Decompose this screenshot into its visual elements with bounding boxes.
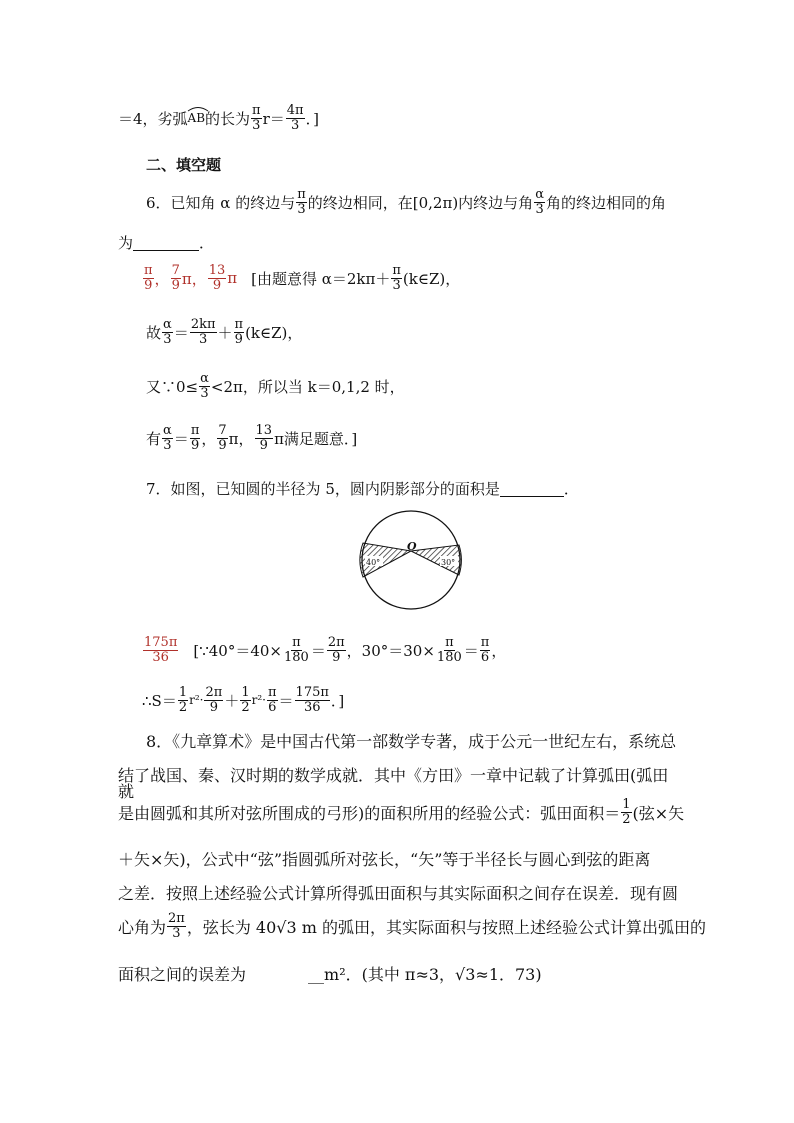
answer-6-line4: 有 $\frac{\alpha}{3}$ ＝ $\frac{\pi}{9}$ ， $\frac{7}{9}$ π， $\frac{13}{9}$ π满足题意．] [146, 423, 358, 453]
center-label: O [407, 540, 417, 553]
fraction: $\frac{175\pi}{36}$ [295, 685, 329, 715]
fraction: $\frac{\pi}{3}$ [252, 103, 261, 133]
arc-ab-label: AB [188, 111, 205, 125]
fraction: $\frac{\pi}{6}$ [480, 635, 490, 665]
circle-figure [356, 505, 466, 615]
question-6-line1: 6．已知角 α 的终边与 $\frac{\pi}{3}$ 的终边相同，在[0,2π)内终边与角 $\frac{\alpha}{3}$ 角的终边相同的角 [146, 187, 666, 217]
fraction: $\frac{7}{9}$ [171, 263, 180, 293]
fraction: $\frac{2\pi}{9}$ [205, 685, 223, 715]
fraction: $\frac{13}{9}$ [255, 423, 273, 453]
fraction: $\frac{\pi}{180}$ [436, 635, 462, 665]
fraction: $\frac{1}{2}$ [622, 797, 631, 827]
section-heading: 二、填空题 [146, 156, 222, 174]
fraction: $\frac{\pi}{9}$ [190, 423, 200, 453]
answer-blank[interactable] [500, 480, 564, 497]
answer-blank[interactable] [133, 234, 199, 251]
fraction: $\frac{\pi}{9}$ [234, 317, 244, 347]
fraction: $\frac{4\pi}{3}$ [286, 103, 304, 133]
question-8-line5: 之差．按照上述经验公式计算所得弧田面积与其实际面积之间存在误差．现有圆 [118, 884, 679, 903]
question-8-line2: 结了战国、秦、汉时期的数学成就．其中《方田》一章中记载了计算弧田(弧田就 [118, 766, 669, 801]
answer-6-line1: $\frac{\pi}{9}$ ， $\frac{7}{9}$ π， $\frac{13}{9}$ π [由题意得 α＝2kπ＋ $\frac{\pi}{3}$ (k∈Z)， [144, 263, 461, 293]
fraction: $\frac{13}{9}$ [208, 263, 226, 293]
fraction: $\frac{2\pi}{9}$ [327, 635, 345, 665]
fraction: $\frac{\pi}{6}$ [267, 685, 277, 715]
answer5-tail: ＝4，劣弧 AB 的长为 $\frac{\pi}{3}$ r＝ $\frac{4\pi}{3}$ ．] [118, 103, 319, 133]
question-8-line7: 面积之间的误差为 __m²．(其中 π≈3，√3≈1．73) [118, 965, 542, 984]
question-6-line2: 为 ． [118, 234, 215, 252]
fraction: $\frac{\pi}{9}$ [144, 263, 153, 293]
question-8-line3: 是由圆弧和其所对弦所围成的弓形)的面积所用的经验公式：弧田面积＝ $\frac{1}{2}$ (弦×矢 [118, 797, 685, 827]
question-8-line1: 8．《九章算术》是中国古代第一部数学专著，成于公元一世纪左右，系统总 [146, 732, 677, 751]
fraction: $\frac{1}{2}$ [178, 685, 188, 715]
left-angle-label: 40° [366, 558, 381, 567]
fraction: $\frac{\pi}{3}$ [297, 187, 306, 217]
fraction: $\frac{\pi}{180}$ [284, 635, 309, 665]
question-8-line6: 心角为 $\frac{2\pi}{3}$ ，弦长为 40√3 m 的弧田，其实际面积与按照上述经验公式计算出弧田的 [118, 911, 707, 941]
answer-7-line2: ∴S＝ $\frac{1}{2}$ r²· $\frac{2\pi}{9}$ ＋ $\frac{1}{2}$ r²· $\frac{\pi}{6}$ ＝ $\frac{175\pi}{36}$ ．] [142, 685, 345, 715]
fraction: $\frac{\alpha}{3}$ [163, 317, 172, 347]
fraction: $\frac{2\pi}{3}$ [168, 911, 185, 941]
fraction: $\frac{175\pi}{36}$ [144, 635, 178, 665]
answer-7-line1: $\frac{175\pi}{36}$ [∵40°＝40× $\frac{\pi}{180}$ ＝ $\frac{2\pi}{9}$ ，30°＝30× $\frac{\pi}{180}$ ＝ $\frac{\pi}{6}$ ， [144, 635, 507, 665]
question-8-line4: ＋矢×矢)，公式中“弦”指圆弧所对弦长，“矢”等于半径长与圆心到弦的距离 [118, 850, 651, 869]
right-angle-label: 30° [441, 558, 456, 567]
fraction: $\frac{\alpha}{3}$ [535, 187, 544, 217]
fraction: $\frac{\pi}{3}$ [392, 263, 401, 293]
fraction: $\frac{7}{9}$ [218, 423, 227, 453]
answer-6-line2: 故 $\frac{\alpha}{3}$ ＝ $\frac{2k\pi}{3}$ ＋ $\frac{\pi}{9}$ (k∈Z)， [146, 317, 303, 347]
fraction: $\frac{\alpha}{3}$ [200, 371, 209, 401]
arc-mark-icon [187, 106, 209, 112]
fraction: $\frac{\alpha}{3}$ [163, 423, 172, 453]
fraction: $\frac{1}{2}$ [241, 685, 250, 715]
fraction: $\frac{2k\pi}{3}$ [190, 317, 216, 347]
answer-7-value [142, 636, 179, 664]
answer-6-line3: 又∵0≤ $\frac{\alpha}{3}$ <2π，所以当 k＝0,1,2 时， [146, 371, 405, 401]
question-7: 7．如图，已知圆的半径为 5，圆内阴影部分的面积是 ． [146, 480, 579, 498]
answer-6-values: $\frac{\pi}{9}$ ， $\frac{7}{9}$ π， $\frac{13}{9}$ π [144, 263, 238, 293]
